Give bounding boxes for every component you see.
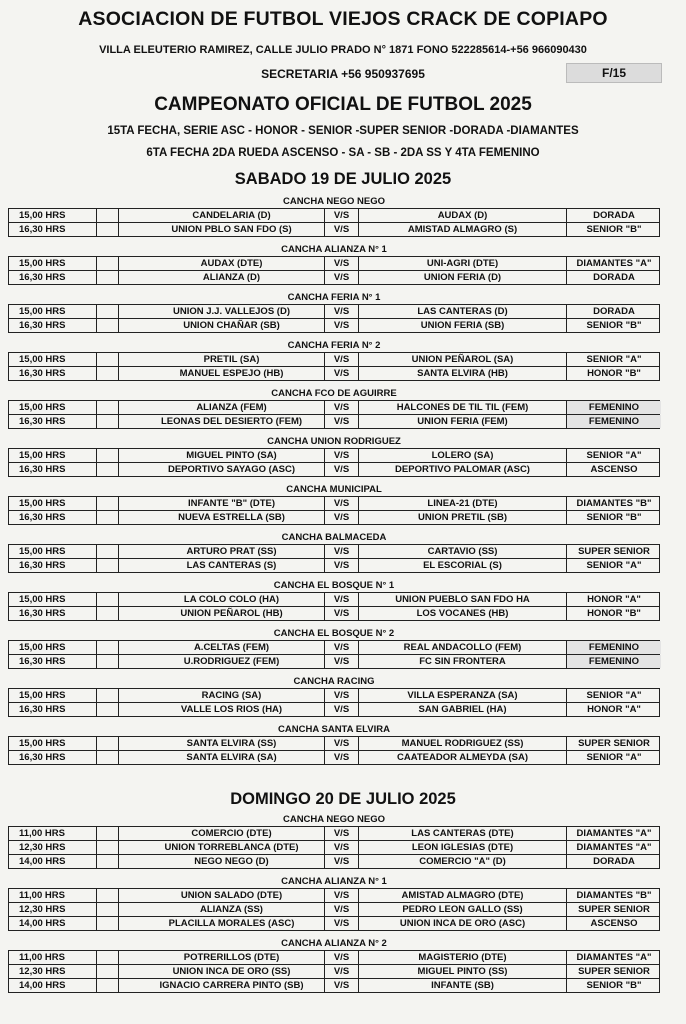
away-team: MANUEL RODRIGUEZ (SS) xyxy=(359,737,567,750)
match-blank-cell xyxy=(97,257,119,270)
vs-label: V/S xyxy=(325,965,359,978)
match-blank-cell xyxy=(97,607,119,620)
away-team: AMISTAD ALMAGRO (S) xyxy=(359,223,567,236)
home-team: UNION SALADO (DTE) xyxy=(119,889,325,902)
match-blank-cell xyxy=(97,463,119,476)
away-team: CAATEADOR ALMEYDA (SA) xyxy=(359,751,567,764)
match-row xyxy=(8,400,660,415)
home-team: PRETIL (SA) xyxy=(119,353,325,366)
vs-label: V/S xyxy=(325,367,359,380)
match-time: 15,00 HRS xyxy=(9,641,97,654)
match-category: HONOR "B" xyxy=(587,608,641,619)
org-title: ASOCIACION DE FUTBOL VIEJOS CRACK DE COPIAPO xyxy=(78,8,608,30)
home-team: ALIANZA (SS) xyxy=(119,903,325,916)
away-team: LEON IGLESIAS (DTE) xyxy=(359,841,567,854)
match-blank-cell xyxy=(97,641,119,654)
vs-label: V/S xyxy=(325,951,359,964)
away-team: SAN GABRIEL (HA) xyxy=(359,703,567,716)
match-blank-cell xyxy=(97,655,119,668)
match-row xyxy=(8,256,660,271)
match-category: DORADA xyxy=(593,210,635,221)
match-category: DIAMANTES "A" xyxy=(576,258,652,269)
match-blank-cell xyxy=(97,593,119,606)
match-category: SENIOR "A" xyxy=(586,450,642,461)
match-time: 12,30 HRS xyxy=(9,903,97,916)
match-row xyxy=(8,826,660,841)
home-team: UNION INCA DE ORO (SS) xyxy=(119,965,325,978)
match-row xyxy=(8,352,660,367)
match-category: DIAMANTES "B" xyxy=(576,890,652,901)
match-time: 16,30 HRS xyxy=(9,367,97,380)
vs-label: V/S xyxy=(325,903,359,916)
venue-header: CANCHA MUNICIPAL xyxy=(286,484,382,495)
match-row xyxy=(8,978,660,993)
match-row xyxy=(8,902,660,917)
match-blank-cell xyxy=(97,827,119,840)
match-time: 15,00 HRS xyxy=(9,305,97,318)
match-blank-cell xyxy=(97,855,119,868)
away-team: CARTAVIO (SS) xyxy=(359,545,567,558)
match-blank-cell xyxy=(97,401,119,414)
away-team: UNION INCA DE ORO (ASC) xyxy=(359,917,567,930)
match-blank-cell xyxy=(97,841,119,854)
match-row xyxy=(8,544,660,559)
match-category: SUPER SENIOR xyxy=(578,738,650,749)
address-line: VILLA ELEUTERIO RAMIREZ, CALLE JULIO PRADO N° 1871 FONO 522285614-+56 966090430 xyxy=(99,44,587,56)
match-time: 15,00 HRS xyxy=(9,257,97,270)
match-blank-cell xyxy=(97,415,119,428)
match-time: 15,00 HRS xyxy=(9,545,97,558)
match-time: 15,00 HRS xyxy=(9,449,97,462)
away-team: UNION FERIA (FEM) xyxy=(359,415,567,428)
venue-header: CANCHA NEGO NEGO xyxy=(282,814,386,825)
match-category: ASCENSO xyxy=(590,918,638,929)
match-time: 14,00 HRS xyxy=(9,979,97,992)
away-team: LINEA-21 (DTE) xyxy=(359,497,567,510)
away-team: AUDAX (D) xyxy=(359,209,567,222)
vs-label: V/S xyxy=(325,689,359,702)
match-time: 16,30 HRS xyxy=(9,751,97,764)
away-team: AMISTAD ALMAGRO (DTE) xyxy=(359,889,567,902)
home-team: UNION J.J. VALLEJOS (D) xyxy=(119,305,325,318)
match-blank-cell xyxy=(97,449,119,462)
match-row xyxy=(8,640,660,655)
match-category: DORADA xyxy=(593,272,635,283)
home-team: VALLE LOS RIOS (HA) xyxy=(119,703,325,716)
match-time: 15,00 HRS xyxy=(9,737,97,750)
match-category: FEMENINO xyxy=(567,401,661,414)
match-row xyxy=(8,414,660,429)
home-team: RACING (SA) xyxy=(119,689,325,702)
match-time: 14,00 HRS xyxy=(9,855,97,868)
match-category: SUPER SENIOR xyxy=(578,546,650,557)
vs-label: V/S xyxy=(325,737,359,750)
away-team: LOLERO (SA) xyxy=(359,449,567,462)
home-team: CANDELARIA (D) xyxy=(119,209,325,222)
home-team: NUEVA ESTRELLA (SB) xyxy=(119,511,325,524)
match-category: SENIOR "A" xyxy=(586,354,642,365)
match-category: DORADA xyxy=(593,306,635,317)
match-category: SENIOR "A" xyxy=(586,752,642,763)
vs-label: V/S xyxy=(325,655,359,668)
home-team: UNION PBLO SAN FDO (S) xyxy=(119,223,325,236)
match-row xyxy=(8,840,660,855)
match-time: 16,30 HRS xyxy=(9,511,97,524)
home-team: IGNACIO CARRERA PINTO (SB) xyxy=(119,979,325,992)
venue-header: CANCHA FCO DE AGUIRRE xyxy=(271,388,397,399)
home-team: UNION TORREBLANCA (DTE) xyxy=(119,841,325,854)
match-category: SENIOR "A" xyxy=(586,690,642,701)
vs-label: V/S xyxy=(325,917,359,930)
away-team: LAS CANTERAS (D) xyxy=(359,305,567,318)
match-row xyxy=(8,736,660,751)
home-team: COMERCIO (DTE) xyxy=(119,827,325,840)
away-team: UNI-AGRI (DTE) xyxy=(359,257,567,270)
match-row xyxy=(8,592,660,607)
match-time: 16,30 HRS xyxy=(9,223,97,236)
away-team: LOS VOCANES (HB) xyxy=(359,607,567,620)
match-category: SUPER SENIOR xyxy=(578,966,650,977)
vs-label: V/S xyxy=(325,641,359,654)
home-team: SANTA ELVIRA (SA) xyxy=(119,751,325,764)
match-row xyxy=(8,750,660,765)
match-category: SENIOR "B" xyxy=(586,980,642,991)
home-team: A.CELTAS (FEM) xyxy=(119,641,325,654)
away-team: UNION FERIA (SB) xyxy=(359,319,567,332)
home-team: LEONAS DEL DESIERTO (FEM) xyxy=(119,415,325,428)
home-team: ALIANZA (D) xyxy=(119,271,325,284)
match-category: SENIOR "B" xyxy=(586,320,642,331)
home-team: U.RODRIGUEZ (FEM) xyxy=(119,655,325,668)
match-category: FEMENINO xyxy=(567,655,661,668)
match-blank-cell xyxy=(97,689,119,702)
home-team: NEGO NEGO (D) xyxy=(119,855,325,868)
match-category: DIAMANTES "B" xyxy=(576,498,652,509)
away-team: EL ESCORIAL (S) xyxy=(359,559,567,572)
venue-header: CANCHA EL BOSQUE N° 2 xyxy=(273,628,395,639)
match-time: 16,30 HRS xyxy=(9,559,97,572)
match-time: 12,30 HRS xyxy=(9,841,97,854)
match-category: HONOR "B" xyxy=(587,368,641,379)
away-team: MAGISTERIO (DTE) xyxy=(359,951,567,964)
match-time: 16,30 HRS xyxy=(9,319,97,332)
match-blank-cell xyxy=(97,497,119,510)
match-row xyxy=(8,888,660,903)
match-row xyxy=(8,448,660,463)
home-team: ARTURO PRAT (SS) xyxy=(119,545,325,558)
match-blank-cell xyxy=(97,703,119,716)
vs-label: V/S xyxy=(325,305,359,318)
away-team: UNION FERIA (D) xyxy=(359,271,567,284)
venue-header: CANCHA ALIANZA N° 1 xyxy=(281,244,387,255)
match-row xyxy=(8,462,660,477)
venue-header: CANCHA UNION RODRIGUEZ xyxy=(267,436,401,447)
match-blank-cell xyxy=(97,545,119,558)
match-row xyxy=(8,916,660,931)
series-line-2: 6TA FECHA 2DA RUEDA ASCENSO - SA - SB - 2DA SS Y 4TA FEMENINO xyxy=(146,147,540,159)
secretary-phone: SECRETARIA +56 950937695 xyxy=(261,67,425,81)
home-team: DEPORTIVO SAYAGO (ASC) xyxy=(119,463,325,476)
vs-label: V/S xyxy=(325,841,359,854)
match-row xyxy=(8,208,660,223)
vs-label: V/S xyxy=(325,855,359,868)
away-team: SANTA ELVIRA (HB) xyxy=(359,367,567,380)
match-time: 15,00 HRS xyxy=(9,497,97,510)
match-blank-cell xyxy=(97,903,119,916)
match-blank-cell xyxy=(97,917,119,930)
vs-label: V/S xyxy=(325,353,359,366)
match-category: DORADA xyxy=(593,856,635,867)
match-row xyxy=(8,854,660,869)
vs-label: V/S xyxy=(325,271,359,284)
home-team: PLACILLA MORALES (ASC) xyxy=(119,917,325,930)
home-team: MANUEL ESPEJO (HB) xyxy=(119,367,325,380)
match-row xyxy=(8,510,660,525)
match-category: DIAMANTES "A" xyxy=(576,952,652,963)
vs-label: V/S xyxy=(325,401,359,414)
home-team: MIGUEL PINTO (SA) xyxy=(119,449,325,462)
championship-title: CAMPEONATO OFICIAL DE FUTBOL 2025 xyxy=(154,94,532,115)
match-row xyxy=(8,304,660,319)
away-team: INFANTE (SB) xyxy=(359,979,567,992)
match-row xyxy=(8,222,660,237)
match-blank-cell xyxy=(97,223,119,236)
vs-label: V/S xyxy=(325,463,359,476)
match-time: 16,30 HRS xyxy=(9,271,97,284)
match-time: 11,00 HRS xyxy=(9,951,97,964)
match-row xyxy=(8,558,660,573)
home-team: POTRERILLOS (DTE) xyxy=(119,951,325,964)
match-time: 15,00 HRS xyxy=(9,353,97,366)
match-row xyxy=(8,654,660,669)
vs-label: V/S xyxy=(325,223,359,236)
match-category: SENIOR "B" xyxy=(586,512,642,523)
home-team: LAS CANTERAS (S) xyxy=(119,559,325,572)
away-team: MIGUEL PINTO (SS) xyxy=(359,965,567,978)
match-row xyxy=(8,950,660,965)
match-row xyxy=(8,688,660,703)
match-row xyxy=(8,702,660,717)
home-team: LA COLO COLO (HA) xyxy=(119,593,325,606)
match-blank-cell xyxy=(97,209,119,222)
match-time: 11,00 HRS xyxy=(9,827,97,840)
vs-label: V/S xyxy=(325,979,359,992)
vs-label: V/S xyxy=(325,593,359,606)
match-time: 15,00 HRS xyxy=(9,401,97,414)
match-time: 16,30 HRS xyxy=(9,415,97,428)
match-blank-cell xyxy=(97,559,119,572)
match-category: SUPER SENIOR xyxy=(578,904,650,915)
away-team: FC SIN FRONTERA xyxy=(359,655,567,668)
match-category: ASCENSO xyxy=(590,464,638,475)
away-team: UNION PRETIL (SB) xyxy=(359,511,567,524)
venue-header: CANCHA RACING xyxy=(293,676,375,687)
match-category: HONOR "A" xyxy=(587,704,641,715)
vs-label: V/S xyxy=(325,511,359,524)
match-blank-cell xyxy=(97,511,119,524)
vs-label: V/S xyxy=(325,889,359,902)
vs-label: V/S xyxy=(325,751,359,764)
venue-header: CANCHA NEGO NEGO xyxy=(282,196,386,207)
away-team: COMERCIO "A" (D) xyxy=(359,855,567,868)
home-team: ALIANZA (FEM) xyxy=(119,401,325,414)
match-row xyxy=(8,366,660,381)
away-team: REAL ANDACOLLO (FEM) xyxy=(359,641,567,654)
vs-label: V/S xyxy=(325,497,359,510)
match-time: 15,00 HRS xyxy=(9,593,97,606)
vs-label: V/S xyxy=(325,703,359,716)
match-time: 16,30 HRS xyxy=(9,703,97,716)
match-time: 15,00 HRS xyxy=(9,689,97,702)
vs-label: V/S xyxy=(325,827,359,840)
match-category: FEMENINO xyxy=(567,641,661,654)
match-blank-cell xyxy=(97,889,119,902)
match-row xyxy=(8,964,660,979)
venue-header: CANCHA BALMACEDA xyxy=(281,532,387,543)
match-blank-cell xyxy=(97,305,119,318)
away-team: DEPORTIVO PALOMAR (ASC) xyxy=(359,463,567,476)
match-blank-cell xyxy=(97,737,119,750)
vs-label: V/S xyxy=(325,319,359,332)
match-time: 16,30 HRS xyxy=(9,655,97,668)
match-blank-cell xyxy=(97,951,119,964)
away-team: UNION PEÑAROL (SA) xyxy=(359,353,567,366)
match-time: 11,00 HRS xyxy=(9,889,97,902)
day-title-saturday: SABADO 19 DE JULIO 2025 xyxy=(234,170,452,188)
vs-label: V/S xyxy=(325,257,359,270)
vs-label: V/S xyxy=(325,209,359,222)
match-blank-cell xyxy=(97,965,119,978)
match-time: 14,00 HRS xyxy=(9,917,97,930)
match-row xyxy=(8,606,660,621)
match-time: 16,30 HRS xyxy=(9,607,97,620)
venue-header: CANCHA ALIANZA N° 1 xyxy=(281,876,387,887)
vs-label: V/S xyxy=(325,607,359,620)
match-blank-cell xyxy=(97,751,119,764)
vs-label: V/S xyxy=(325,545,359,558)
home-team: UNION CHAÑAR (SB) xyxy=(119,319,325,332)
page-code-badge: F/15 xyxy=(566,63,662,83)
away-team: LAS CANTERAS (DTE) xyxy=(359,827,567,840)
match-category: HONOR "A" xyxy=(587,594,641,605)
match-blank-cell xyxy=(97,367,119,380)
match-category: DIAMANTES "A" xyxy=(576,842,652,853)
home-team: AUDAX (DTE) xyxy=(119,257,325,270)
match-row xyxy=(8,318,660,333)
venue-header: CANCHA SANTA ELVIRA xyxy=(278,724,390,735)
match-time: 16,30 HRS xyxy=(9,463,97,476)
venue-header: CANCHA FERIA N° 2 xyxy=(287,340,381,351)
series-line-1: 15TA FECHA, SERIE ASC - HONOR - SENIOR -SUPER SENIOR -DORADA -DIAMANTES xyxy=(107,125,579,137)
day-title-sunday: DOMINGO 20 DE JULIO 2025 xyxy=(230,790,456,808)
match-row xyxy=(8,270,660,285)
vs-label: V/S xyxy=(325,559,359,572)
away-team: PEDRO LEON GALLO (SS) xyxy=(359,903,567,916)
match-category: SENIOR "A" xyxy=(586,560,642,571)
match-category: DIAMANTES "A" xyxy=(576,828,652,839)
home-team: INFANTE "B" (DTE) xyxy=(119,497,325,510)
match-time: 15,00 HRS xyxy=(9,209,97,222)
match-row xyxy=(8,496,660,511)
vs-label: V/S xyxy=(325,415,359,428)
match-category: FEMENINO xyxy=(567,415,661,428)
away-team: VILLA ESPERANZA (SA) xyxy=(359,689,567,702)
home-team: UNION PEÑAROL (HB) xyxy=(119,607,325,620)
vs-label: V/S xyxy=(325,449,359,462)
match-blank-cell xyxy=(97,271,119,284)
venue-header: CANCHA ALIANZA N° 2 xyxy=(281,938,387,949)
venue-header: CANCHA FERIA N° 1 xyxy=(287,292,381,303)
home-team: SANTA ELVIRA (SS) xyxy=(119,737,325,750)
venue-header: CANCHA EL BOSQUE N° 1 xyxy=(273,580,395,591)
match-blank-cell xyxy=(97,319,119,332)
match-blank-cell xyxy=(97,979,119,992)
match-blank-cell xyxy=(97,353,119,366)
away-team: UNION PUEBLO SAN FDO HA xyxy=(359,593,567,606)
match-category: SENIOR "B" xyxy=(586,224,642,235)
away-team: HALCONES DE TIL TIL (FEM) xyxy=(359,401,567,414)
match-time: 12,30 HRS xyxy=(9,965,97,978)
